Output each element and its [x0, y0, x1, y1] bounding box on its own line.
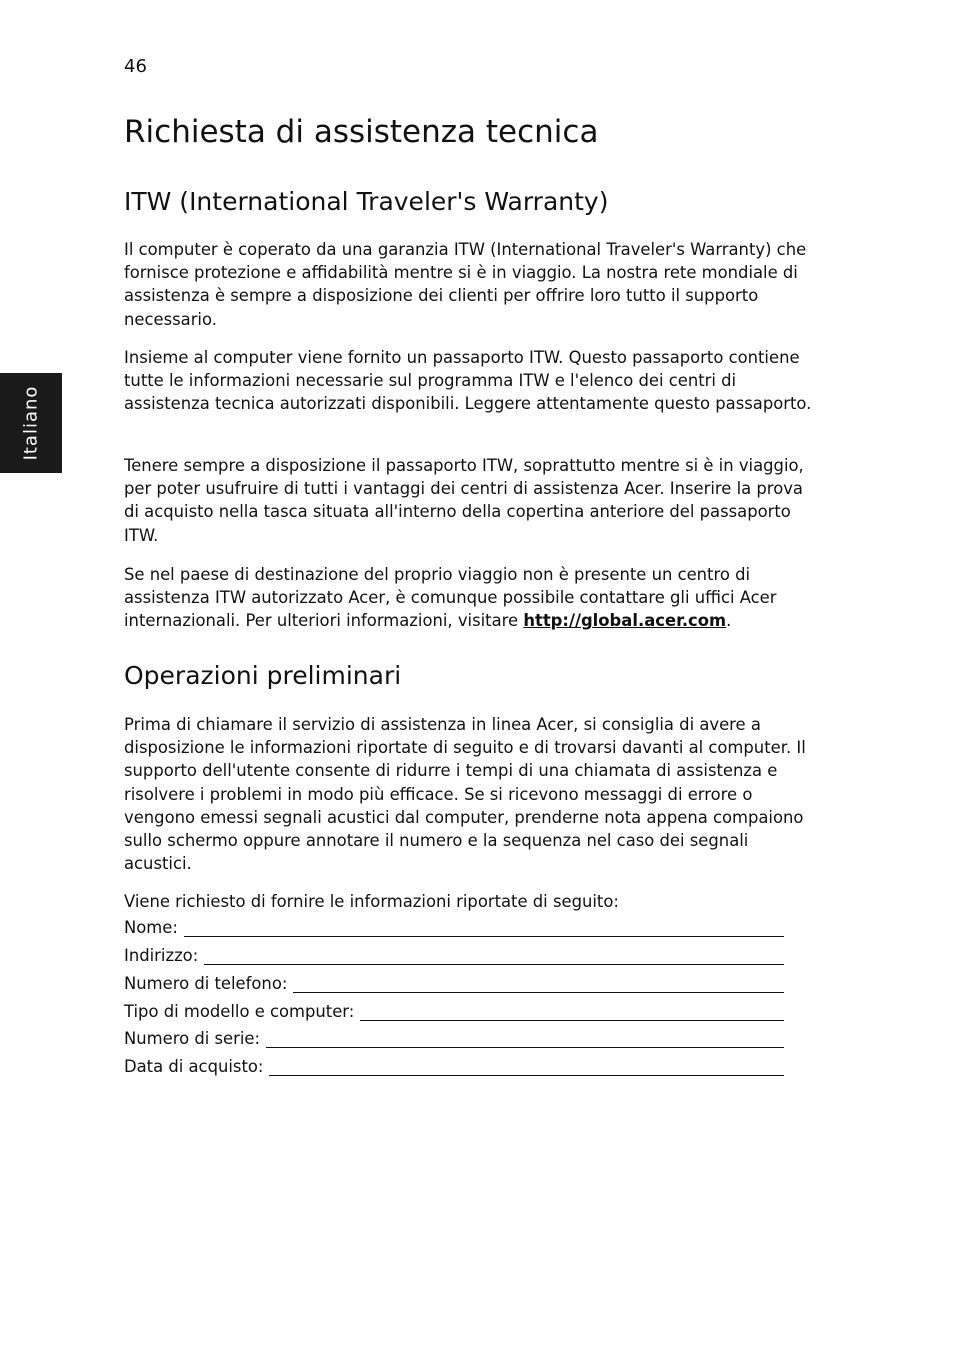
prelim-paragraph: Prima di chiamare il servizio di assistenza in linea Acer, si consiglia di avere a disposizione le informazioni riportate di seguito e di trovarsi davanti al computer. Il supporto dell'utente consente di ridurre i tempi di una chiamata di assistenza e risolvere i problemi in modo più efficace. Se si ricevono messaggi di errore o vengono emessi segnali acustici dal computer, prenderne nota appena compaiono sullo schermo oppure annotare il numero e la sequenza nel caso dei segnali acustici.: [124, 715, 806, 874]
prelim-heading: Operazioni preliminari: [124, 661, 402, 690]
form-field-label: Numero di serie:: [124, 1029, 261, 1048]
language-label: Italiano: [20, 385, 42, 461]
form-field-name: [124, 918, 784, 937]
blank-line: [204, 950, 784, 965]
itw-paragraph-3: Tenere sempre a disposizione il passaporto ITW, soprattutto mentre si è in viaggio, per poter usufruire di tutti i vantaggi dei centri di assistenza Acer. Inserire la prova di acquisto nella tasca situata all'interno della copertina anteriore del passaporto ITW.: [124, 456, 804, 545]
blank-line: [293, 978, 784, 993]
form-field-phone: [124, 974, 784, 993]
page-number: 46: [124, 56, 147, 77]
itw-paragraph-2: Insieme al computer viene fornito un passaporto ITW. Questo passaporto contiene tutte le informazioni necessarie sul programma ITW e l'elenco dei centri di assistenza tecnica autorizzati disponibili. Leggere attentamente questo passaporto.: [124, 348, 812, 414]
form-field-label: Data di acquisto:: [124, 1057, 264, 1076]
itw-paragraph-4-end: .: [726, 611, 732, 631]
prelim-intro: Viene richiesto di fornire le informazioni riportate di seguito:: [124, 892, 619, 911]
itw-paragraph-1: Il computer è coperato da una garanzia ITW (International Traveler's Warranty) che fornisce protezione e affidabilità mentre si è in viaggio. La nostra rete mondiale di assistenza è sempre a disposizione dei clienti per offrire loro tutto il supporto necessario.: [124, 240, 807, 329]
blank-line: [269, 1061, 784, 1076]
form-field-purchase-date: [124, 1057, 784, 1076]
itw-paragraph-4-text: Se nel paese di destinazione del proprio viaggio non è presente un centro di assistenza ITW autorizzato Acer, è comunque possibile contattare gli uffici Acer internazionali. Per ulteriori informazioni, visitare: [124, 565, 777, 631]
form-field-label: Tipo di modello e computer:: [124, 1002, 355, 1021]
form-field-address: [124, 946, 784, 965]
itw-heading: ITW (International Traveler's Warranty): [124, 187, 609, 216]
blank-line: [184, 922, 784, 937]
blank-line: [266, 1033, 784, 1048]
form-field-serial: [124, 1029, 784, 1048]
form-field-label: Indirizzo:: [124, 946, 199, 965]
language-side-tab: [0, 373, 62, 473]
blank-line: [360, 1006, 784, 1021]
acer-website-link[interactable]: http://global.acer.com: [523, 611, 727, 631]
page-title: Richiesta di assistenza tecnica: [124, 114, 599, 150]
form-field-label: Nome:: [124, 918, 178, 937]
form-field-model: [124, 1002, 784, 1021]
itw-paragraph-4: [124, 563, 814, 633]
form-field-label: Numero di telefono:: [124, 974, 288, 993]
